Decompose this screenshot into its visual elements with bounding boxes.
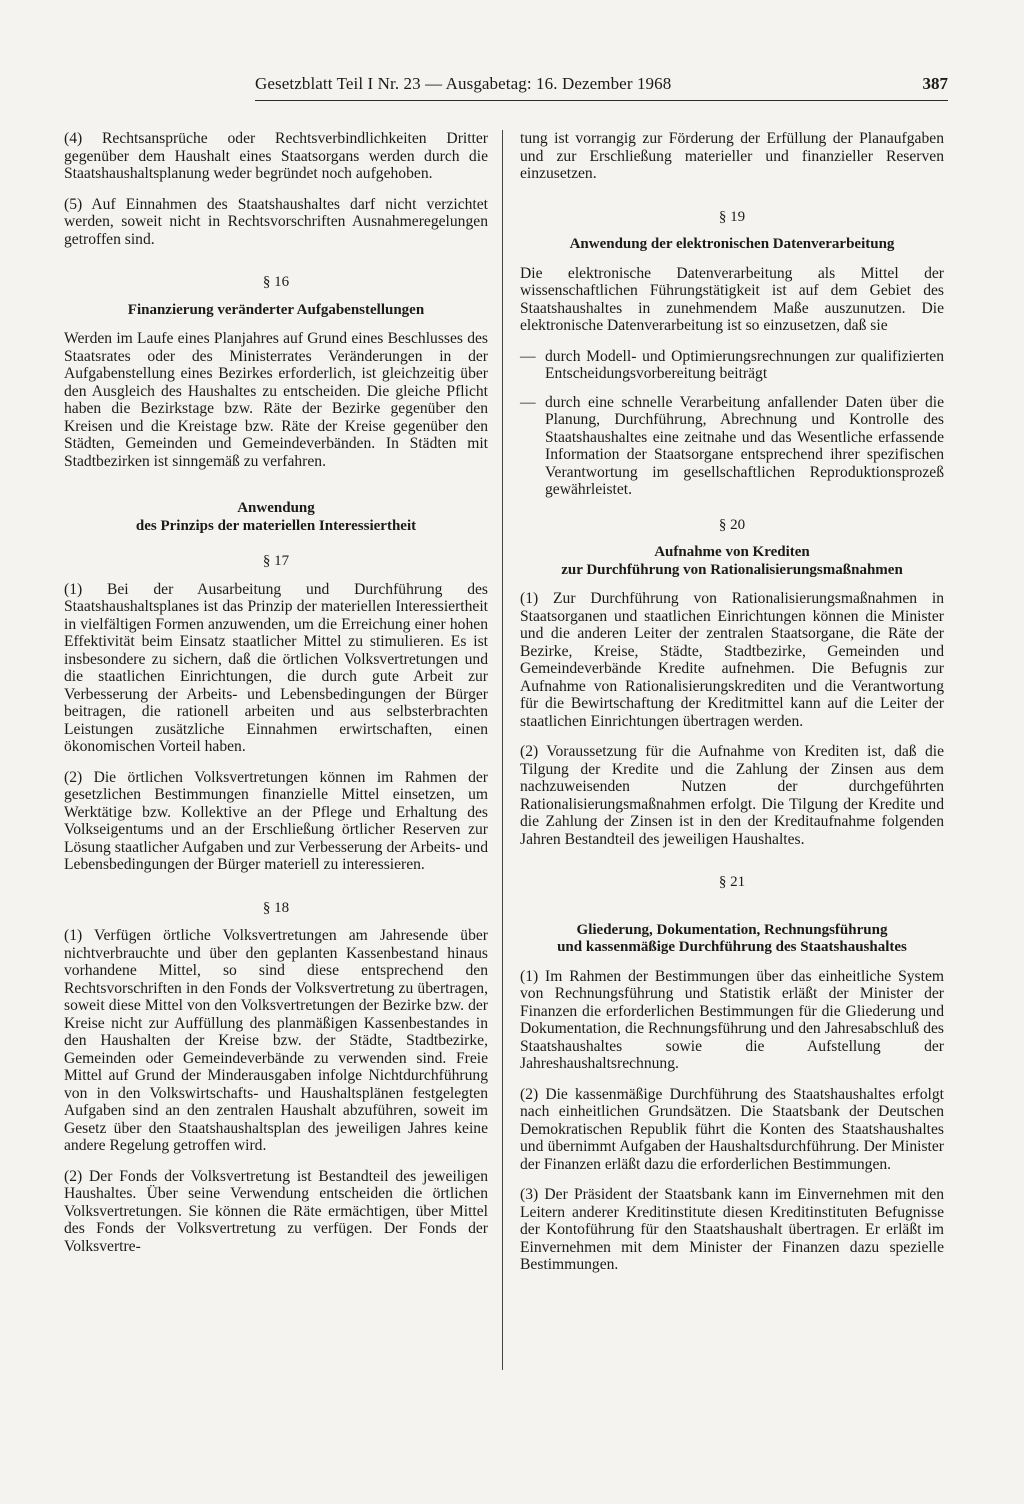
section-17-title-line-2: des Prinzips der materiellen Interessiertheit (135, 517, 417, 534)
right-column (520, 130, 944, 1287)
list-item (520, 348, 944, 383)
section-20-title-line-2: zur Durchführung von Rationalisierungsmaßnahmen (561, 561, 903, 578)
dash-bullet: — (520, 393, 536, 411)
section-20-paragraph-1: (1) Zur Durchführung von Rationalisierungsmaßnahmen in Staatsorganen und staatlichen Einrichtungen können die Minister und die anderen Leiter der zentralen Staatsorgane, die Räte der Bezirke, Kreise, Städte, Stadtbezirke, Gemeinden und Gemeindeverbände Kredite aufnehmen. Die Befugnis zur Aufnahme von Rationalisierungskrediten und die Verantwortung für die Bewirtschaftung der Kreditmittel kann auf die Leiter der staatlichen Einrichtungen übertragen werden. (520, 590, 944, 730)
section-19-list (520, 348, 944, 499)
column-divider (502, 130, 503, 1370)
section-20-title-line-1: Aufnahme von Krediten (654, 544, 810, 560)
section-21-paragraph-1: (1) Im Rahmen der Bestimmungen über das einheitliche System von Rechnungsführung und Statistik erläßt der Minister der Finanzen die erforderlichen Bestimmungen für die Gliederung und Dokumentation, die Rechnungsführung und den Jahresabschluß des Staatshaushaltes sowie die Aufstellung der Jahreshaushaltsrechnung. (520, 967, 944, 1072)
left-column (64, 130, 488, 1268)
section-17-paragraph-1: (1) Bei der Ausarbeitung und Durchführung des Staatshaushaltsplanes ist das Prinzip der materiellen Interessiertheit in vielfältigen Formen anzuwenden, um die Erreichung einer hohen Effektivität beim Einsatz staatlicher Mittel zu stimulieren. Es ist insbesondere zu sichern, daß die örtlichen Volksvertretungen und die staatlichen Einrichtungen, die durch gute Arbeit zur Verbesserung der Arbeits- und Lebensbedingungen der Bürger beitragen, die rationell arbeiten und aus selbsterbrachten Leistungen zusätzliche Einnahmen erwirtschaften, einen ökonomischen Vorteil haben. (64, 580, 488, 755)
section-18-paragraph-1: (1) Verfügen örtliche Volksvertretungen am Jahresende über nichtverbrauchte und über den geplanten Kassenbestand hinaus vorhandene Mittel, so sind diese entsprechend den Rechtsvorschriften in den Fonds der Volksvertretung zu übertragen, soweit diese Mittel von den Volksvertretungen der Bezirke bzw. der Kreise nicht zur Auffüllung des planmäßigen Kassenbestandes in den Haushalten der Kreise bzw. der Städte, Stadtbezirke, Gemeinden oder Gemeindeverbände zu verwenden sind. Freie Mittel auf Grund der Minderausgaben infolge Nichtdurchführung von in den Volkswirtschafts- und Haushaltsplänen festgelegten Aufgaben sind an den zentralen Haushalt abzuführen, soweit im Gesetz über den Staatshaushaltsplan des jeweiligen Jahres keine andere Regelung getroffen wird. (64, 927, 488, 1154)
section-16-text: Werden im Laufe eines Planjahres auf Grund eines Beschlusses des Staatsrates oder des Ministerrates Veränderungen in der Aufgabenstellung eines Bezirkes erforderlich, ist gleichzeitig über den Ausgleich des Haushaltes zu entscheiden. Die gleiche Pflicht haben die Bezirkstage bzw. Räte der Bezirke gegenüber den Kreisen und die Kreistage bzw. Räte der Kreise gegenüber den Städten, Gemeinden und Gemeindeverbänden. In Städten mit Stadtbezirken ist sinngemäß zu verfahren. (64, 330, 488, 470)
section-18-number: § 18 (262, 899, 290, 916)
section-19-intro: Die elektronische Datenverarbeitung als Mittel der wissenschaftlichen Führungstätigkeit ist auf dem Gebiet des Staatshaushaltes in zunehmendem Maße auszunutzen. Die elektronische Datenverarbeitung ist so einzusetzen, daß sie (520, 264, 944, 334)
list-item-text: durch Modell- und Optimierungsrechnungen zur qualifizierten Entscheidungsvorbereitung beiträgt (545, 347, 944, 382)
section-18-paragraph-2: (2) Der Fonds der Volksvertretung ist Bestandteil des jeweiligen Haushaltes. Über seine Verwendung entscheiden die örtlichen Volksvertretungen. Sie können die Räte ermächtigen, über Mittel des Fonds der Volksvertretung zu verfügen. Der Fonds der Volksvertre- (64, 1167, 488, 1255)
section-16-title: Finanzierung veränderter Aufgabenstellungen (127, 301, 425, 318)
section-20-title (520, 544, 944, 579)
page-number: 387 (922, 74, 948, 93)
section-21-title-line-1: Gliederung, Dokumentation, Rechnungsführung (576, 921, 888, 938)
section-20-paragraph-2: (2) Voraussetzung für die Aufnahme von Krediten ist, daß die Tilgung der Kredite und die Zahlung der Zinsen aus dem nachzuweisenden Nutzen der durchgeführten Rationalisierungsmaßnahmen erfolgt. Die Tilgung der Kredite und die Zahlung der Zinsen ist in den der Kreditaufnahme folgenden Jahren Bestandteil des jeweiligen Haushaltes. (520, 743, 944, 848)
list-item (520, 394, 944, 499)
section-21-paragraph-2: (2) Die kassenmäßige Durchführung des Staatshaushaltes erfolgt nach einheitlichen Grundsätzen. Die Staatsbank der Deutschen Demokratischen Republik führt die Konten des Staatshaushaltes und übernimmt Aufgaben der Haushaltsdurchführung. Der Minister der Finanzen erläßt dazu die erforderlichen Bestimmungen. (520, 1085, 944, 1173)
section-17-title (64, 500, 488, 535)
section-21-title-line-2: und kassenmäßige Durchführung des Staatshaushaltes (557, 939, 907, 955)
list-item-text: durch eine schnelle Verarbeitung anfallender Daten über die Planung, Durchführung, Abrechnung und Kontrolle des Staatshaushaltes eine zeitnahe und das Wesentliche erfassende Information der Staatsorgane entsprechend ihrer spezifischen Verantwortung im gesellschaftlichen Reproduktionsprozeß gewährleistet. (545, 393, 944, 498)
paragraph-15-5: (5) Auf Einnahmen des Staatshaushaltes darf nicht verzichtet werden, soweit nicht in Rechtsvorschriften Ausnahmeregelungen getroffen sind. (64, 195, 488, 248)
section-18-continuation: tung ist vorrangig zur Förderung der Erfüllung der Planaufgaben und zur Erschließung materieller und finanzieller Reserven einzusetzen. (520, 130, 944, 182)
section-21-paragraph-3: (3) Der Präsident der Staatsbank kann im Einvernehmen mit den Leitern anderer Kreditinstitute diesen Kreditinstituten Befugnisse der Kontoführung für den Staatshaushalt übertragen. Er erläßt im Einvernehmen mit dem Minister der Finanzen dazu spezielle Bestimmungen. (520, 1186, 944, 1273)
section-16-number: § 16 (262, 274, 290, 290)
page-header (255, 74, 948, 101)
section-21-title (520, 922, 944, 957)
section-17-number: § 17 (262, 553, 290, 569)
section-20-number: § 20 (718, 516, 746, 533)
section-21-number: § 21 (718, 874, 746, 890)
section-19-title: Anwendung der elektronischen Datenverarbeitung (569, 236, 895, 252)
header-title: Gesetzblatt Teil I Nr. 23 — Ausgabetag: 16. Dezember 1968 (255, 74, 672, 93)
section-17-title-line-1: Anwendung (237, 500, 315, 516)
paragraph-15-4: (4) Rechtsansprüche oder Rechtsverbindlichkeiten Dritter gegenüber dem Haushalt eines Staatsorgans werden durch die Staatshaushaltsplanung weder begründet noch aufgehoben. (64, 130, 488, 182)
section-17-paragraph-2: (2) Die örtlichen Volksvertretungen können im Rahmen der gesetzlichen Bestimmungen finanzielle Mittel einsetzen, um Werktätige bzw. Kollektive an der Pflege und Erhaltung des Volkseigentums und an der Erschließung örtlicher Reserven zur Lösung staatlicher Aufgaben und zur Verbesserung der Arbeits- und Lebensbedingungen der Bürger materiell zu interessieren. (64, 768, 488, 873)
dash-bullet: — (520, 347, 536, 365)
section-19-number: § 19 (718, 208, 746, 225)
